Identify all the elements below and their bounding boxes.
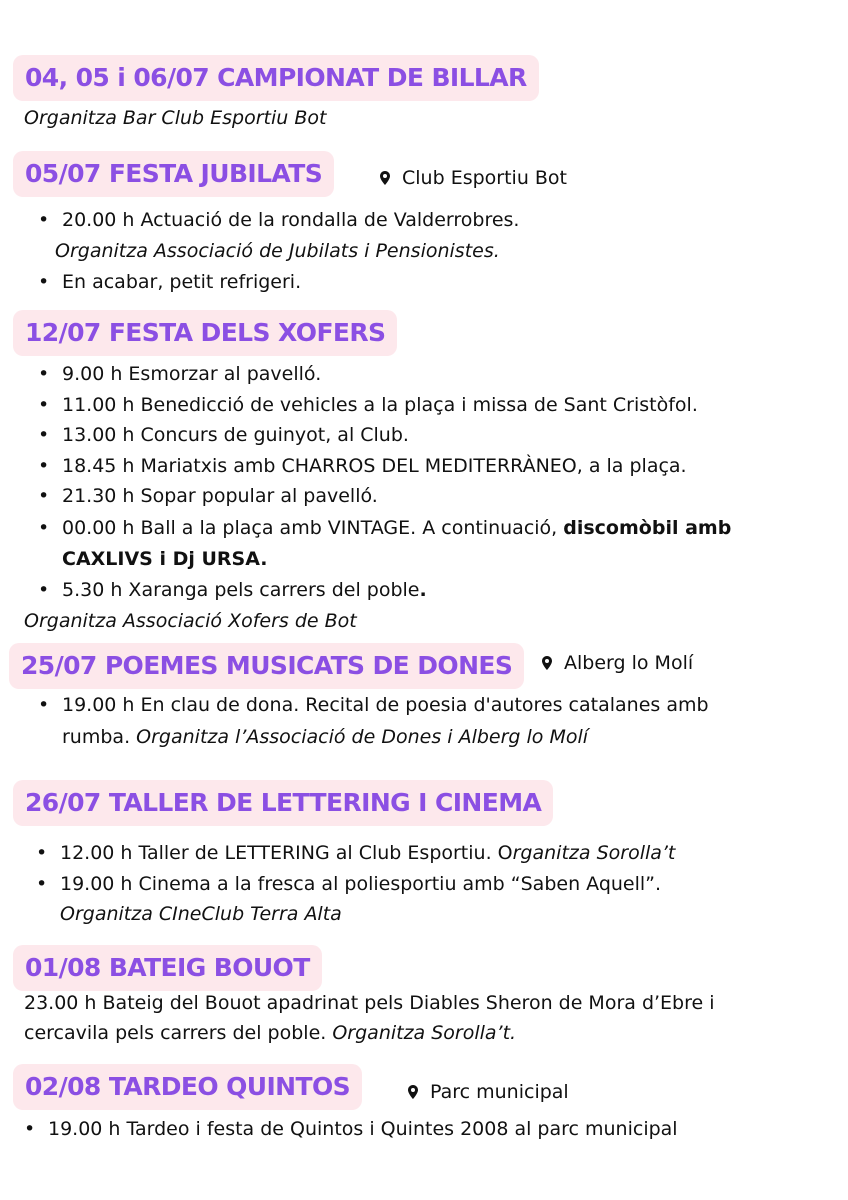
organizer-note: Organitza CIneClub Terra Alta	[60, 903, 342, 925]
list-item-text: 20.00 h Actuació de la rondalla de Valderrobres.	[62, 209, 520, 231]
location-label	[408, 1077, 569, 1107]
list-item-text-regular: 00.00 h Ball a la plaça amb VINTAGE. A continuació,	[62, 517, 564, 539]
list-item-text: 13.00 h Concurs de guinyot, al Club.	[62, 424, 409, 446]
list-item-text: 19.00 h Cinema a la fresca al poliesportiu amb “Saben Aquell”.	[60, 873, 662, 895]
bullet-icon: •	[38, 579, 50, 601]
organizer-note: Organitza Sorolla’t.	[332, 1022, 517, 1044]
bullet-icon: •	[24, 1118, 36, 1140]
list-item-text: 18.45 h Mariatxis amb CHARROS DEL MEDITERRÀNEO, a la plaça.	[62, 455, 687, 477]
section-title: 25/07 POEMES MUSICATS DE DONES	[9, 643, 524, 689]
map-pin-icon	[408, 1085, 418, 1099]
list-item-text-bold: .	[419, 579, 427, 601]
bullet-icon: •	[38, 424, 50, 446]
section-title: 02/08 TARDEO QUINTOS	[13, 1064, 362, 1110]
list-item-continuation	[62, 722, 588, 752]
list-item-continuation: CAXLIVS i Dj URSA.	[62, 548, 268, 570]
organizer-note: rganitza Sorolla’t	[512, 842, 676, 864]
organizer-note: Organitza Associació Xofers de Bot	[24, 610, 357, 632]
list-item-text-regular: rumba.	[62, 726, 137, 748]
list-item-text-bold: discomòbil amb	[563, 517, 732, 539]
map-pin-icon	[380, 171, 390, 185]
bullet-icon: •	[38, 517, 50, 539]
section-title: 26/07 TALLER DE LETTERING I CINEMA	[13, 780, 553, 826]
list-item-text: En acabar, petit refrigeri.	[62, 271, 302, 293]
list-item-text: 19.00 h Tardeo i festa de Quintos i Quintes 2008 al parc municipal	[48, 1118, 678, 1140]
bullet-icon: •	[38, 363, 50, 385]
map-pin-icon	[542, 656, 552, 670]
organizer-note: Organitza l’Associació de Dones i Alberg lo Molí	[136, 726, 589, 748]
section-title: 05/07 FESTA JUBILATS	[13, 151, 334, 197]
paragraph-text: cercavila pels carrers del poble.	[24, 1022, 333, 1044]
bullet-icon: •	[38, 485, 50, 507]
bullet-icon: •	[36, 842, 48, 864]
list-item-text-regular: 5.30 h Xaranga pels carrers del poble	[62, 579, 420, 601]
bullet-icon: •	[36, 873, 48, 895]
section-title: 12/07 FESTA DELS XOFERS	[13, 310, 397, 356]
section-title: 04, 05 i 06/07 CAMPIONAT DE BILLAR	[13, 55, 539, 101]
paragraph-line: 23.00 h Bateig del Bouot apadrinat pels Diables Sheron de Mora d’Ebre i	[24, 992, 715, 1014]
bullet-icon: •	[38, 271, 50, 293]
paragraph-line	[24, 1018, 516, 1048]
bullet-icon: •	[38, 209, 50, 231]
section-title: 01/08 BATEIG BOUOT	[13, 945, 322, 991]
list-item-text	[62, 575, 427, 605]
list-item-text: 19.00 h En clau de dona. Recital de poesia d'autores catalanes amb	[62, 694, 709, 716]
list-item-text-regular: 12.00 h Taller de LETTERING al Club Esportiu. O	[60, 842, 513, 864]
location-text: Parc municipal	[430, 1081, 569, 1103]
organizer-note: Organitza Bar Club Esportiu Bot	[24, 107, 327, 129]
list-item-text: 11.00 h Benedicció de vehicles a la plaça i missa de Sant Cristòfol.	[62, 394, 698, 416]
location-text: Club Esportiu Bot	[402, 167, 568, 189]
list-item-text: 21.30 h Sopar popular al pavelló.	[62, 485, 378, 507]
bullet-icon: •	[38, 694, 50, 716]
bullet-icon: •	[38, 394, 50, 416]
organizer-note: Organitza Associació de Jubilats i Pensionistes.	[55, 240, 500, 262]
list-item-text	[60, 838, 675, 868]
bullet-icon: •	[38, 455, 50, 477]
location-text: Alberg lo Molí	[564, 652, 694, 674]
list-item-text: 9.00 h Esmorzar al pavelló.	[62, 363, 322, 385]
location-label	[542, 648, 693, 678]
location-label	[380, 163, 567, 193]
list-item-text	[62, 513, 731, 543]
